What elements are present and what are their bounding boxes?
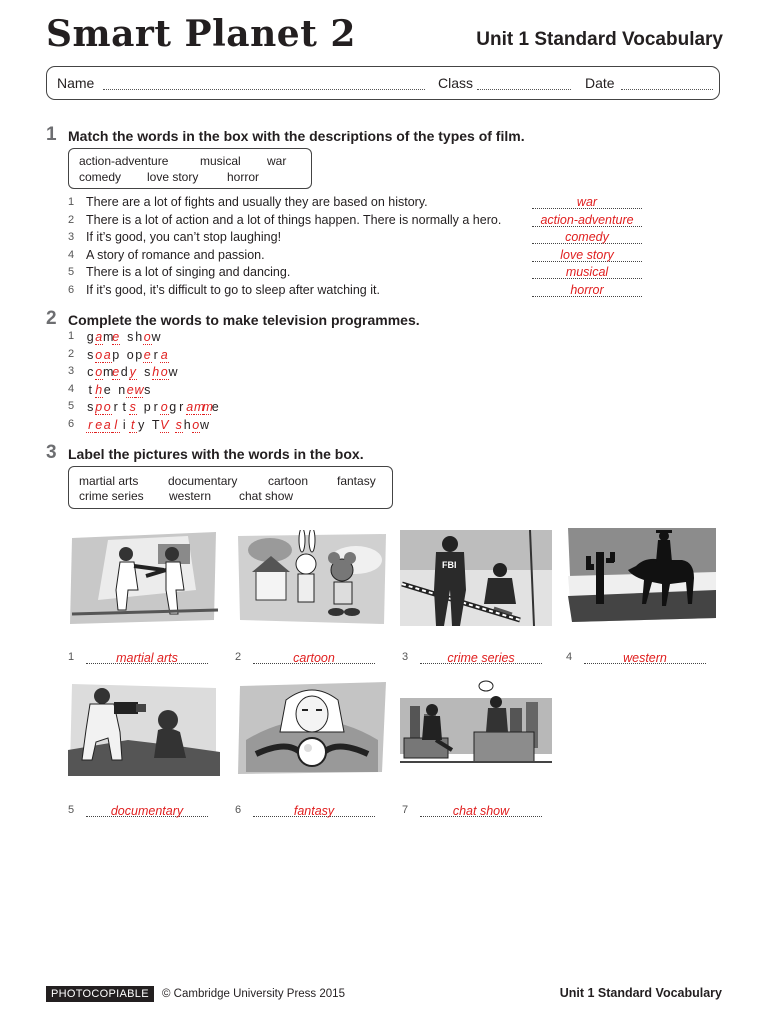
picture-number: 5 (68, 804, 75, 816)
filled-letter[interactable]: l (112, 418, 121, 433)
filled-letter[interactable]: a (95, 330, 103, 344)
answer-text: comedy (565, 230, 609, 244)
given-letter: h (183, 417, 191, 432)
box-word: martial arts (79, 474, 139, 488)
picture-label-5 (68, 804, 218, 820)
filled-letter[interactable]: m (194, 400, 205, 414)
given-letter: e (103, 382, 111, 397)
section-1-word-box (68, 148, 312, 189)
footer-unit-label: Unit 1 Standard Vocabulary (559, 986, 722, 1000)
given-letter: p (112, 347, 120, 362)
box-word: war (267, 154, 287, 168)
picture-label-4 (566, 651, 716, 667)
class-field[interactable] (477, 89, 571, 90)
picture-label-7 (402, 804, 552, 820)
given-letter: w (151, 330, 161, 344)
given-letter: g (86, 330, 94, 344)
item-number: 1 (68, 330, 75, 342)
box-word: love story (147, 170, 199, 184)
given-letter: t (88, 382, 92, 397)
filled-letter[interactable]: y (129, 365, 136, 379)
item-number: 3 (68, 231, 75, 243)
filled-letter[interactable]: a (103, 417, 111, 432)
filled-letter[interactable]: r (86, 418, 95, 433)
answer-text: chat show (452, 804, 510, 818)
name-class-date-bar (46, 66, 720, 100)
item-number: 4 (68, 382, 75, 395)
answer-text: fantasy (293, 804, 335, 818)
given-letter: r (153, 347, 158, 362)
item-text: There is a lot of action and a lot of things happen. There is normally a hero. (86, 212, 502, 227)
box-word: comedy (79, 170, 122, 184)
filled-letter[interactable]: o (95, 347, 103, 362)
copyright-text: © Cambridge University Press 2015 (162, 988, 345, 1000)
filled-letter[interactable]: a (186, 400, 194, 414)
given-letter: w (200, 417, 210, 432)
answer-text: horror (570, 282, 604, 297)
western-illustration (566, 526, 718, 622)
item-text: There is a lot of singing and dancing. (86, 265, 291, 279)
svg-text:FBI: FBI (442, 560, 457, 570)
filled-letter[interactable]: o (95, 365, 103, 379)
section-1-number: 1 (46, 124, 57, 145)
cartoon-illustration (236, 530, 388, 626)
given-letter: y (138, 417, 145, 432)
answer-text: western (623, 651, 667, 665)
given-letter: r (153, 400, 158, 414)
filled-letter[interactable]: e (112, 365, 120, 379)
box-word: cartoon (268, 474, 309, 488)
word-letters (86, 330, 160, 345)
given-letter: o (126, 347, 134, 362)
list-item (0, 229, 768, 246)
word-letters (86, 383, 152, 398)
page-title: Smart Planet 2 (46, 13, 356, 55)
list-item (0, 194, 768, 211)
filled-letter[interactable]: t (129, 418, 138, 433)
box-word: chat show (239, 489, 294, 503)
picture-number: 1 (68, 651, 75, 663)
section-1-items (0, 194, 768, 304)
answer-text: documentary (110, 804, 184, 818)
given-letter: p (135, 347, 143, 362)
given-letter: m (103, 330, 114, 344)
box-word: action-adventure (79, 154, 169, 168)
martial-arts-illustration (68, 530, 220, 626)
list-item (0, 212, 768, 229)
filled-letter[interactable]: m (202, 400, 213, 414)
date-field[interactable] (621, 89, 713, 90)
given-letter: d (120, 365, 128, 379)
answer-text: war (576, 195, 598, 209)
filled-letter[interactable]: p (95, 400, 103, 414)
picture-label-1 (68, 651, 218, 667)
given-letter: w (168, 365, 178, 379)
given-letter: t (122, 400, 126, 414)
filled-letter[interactable]: e (143, 347, 151, 362)
section-2-number: 2 (46, 308, 57, 329)
filled-letter[interactable]: w (134, 382, 144, 397)
given-letter: e (211, 400, 219, 414)
item-number: 4 (68, 248, 75, 261)
word-letters (86, 365, 177, 380)
fantasy-illustration (236, 680, 388, 776)
chat-show-illustration (400, 680, 552, 776)
item-number: 6 (68, 417, 75, 430)
crime-series-illustration (400, 530, 552, 626)
date-label: Date (585, 75, 615, 91)
picture-number: 7 (402, 804, 409, 816)
item-text: There are a lot of fights and usually they are based on history. (86, 195, 428, 209)
list-item (0, 282, 768, 299)
section-3-heading: Label the pictures with the words in the box. (68, 446, 364, 462)
answer-text: action-adventure (540, 212, 634, 227)
box-word: musical (200, 154, 241, 168)
picture-number: 6 (235, 804, 242, 816)
word-letters (86, 348, 169, 363)
item-text: A story of romance and passion. (86, 247, 265, 262)
filled-letter[interactable]: h (152, 365, 160, 379)
given-letter: g (169, 400, 177, 414)
box-word: documentary (168, 474, 238, 488)
filled-letter[interactable]: e (112, 330, 120, 344)
answer-text: cartoon (293, 651, 335, 665)
filled-letter[interactable]: s (129, 400, 136, 414)
item-number: 5 (68, 400, 75, 412)
given-letter: r (113, 400, 118, 414)
section-3-number: 3 (46, 442, 57, 463)
section-3-word-box (68, 466, 393, 509)
box-word: western (169, 489, 212, 503)
filled-letter[interactable]: a (103, 347, 111, 362)
given-letter: s (127, 330, 134, 344)
word-letters (86, 418, 209, 433)
filled-letter[interactable]: e (95, 417, 103, 432)
picture-number: 3 (402, 651, 409, 663)
picture-label-6 (235, 804, 385, 820)
box-word: crime series (79, 489, 144, 503)
documentary-illustration (68, 680, 220, 776)
name-label: Name (57, 75, 95, 91)
given-letter: s (144, 382, 151, 397)
picture-number: 2 (235, 651, 242, 663)
answer-text: crime series (447, 651, 515, 665)
box-word: fantasy (337, 474, 376, 488)
filled-letter[interactable]: V (160, 417, 169, 432)
list-item (0, 264, 768, 281)
filled-letter[interactable]: o (143, 330, 151, 344)
item-number: 2 (68, 347, 75, 360)
class-label: Class (438, 75, 474, 91)
item-text: If it’s good, you can’t stop laughing! (86, 230, 282, 244)
given-letter: i (122, 417, 126, 432)
unit-heading: Unit 1 Standard Vocabulary (476, 29, 723, 50)
list-item (0, 247, 768, 264)
picture-number: 4 (566, 651, 573, 663)
answer-text: love story (560, 247, 614, 262)
given-letter: h (135, 330, 143, 344)
filled-letter[interactable]: e (126, 382, 134, 397)
item-number: 2 (68, 213, 75, 226)
given-letter: s (87, 347, 94, 362)
section-2-heading: Complete the words to make television programmes. (68, 312, 420, 328)
given-letter: m (103, 365, 114, 379)
picture-label-3 (402, 651, 552, 667)
item-number: 1 (68, 196, 75, 208)
given-letter: T (151, 417, 160, 432)
given-letter: c (87, 365, 94, 379)
filled-letter[interactable]: o (160, 365, 168, 379)
filled-letter[interactable]: o (192, 417, 200, 432)
given-letter: s (144, 365, 151, 379)
filled-letter[interactable]: a (160, 347, 168, 362)
given-letter: r (179, 400, 184, 414)
filled-letter[interactable]: o (160, 400, 168, 414)
given-letter: p (143, 400, 151, 414)
answer-text: musical (565, 265, 609, 279)
filled-letter[interactable]: h (95, 382, 103, 397)
word-letters (86, 400, 220, 415)
item-number: 3 (68, 365, 75, 377)
filled-letter[interactable]: s (175, 417, 182, 432)
picture-label-2 (235, 651, 385, 667)
item-text: If it’s good, it’s difficult to go to sleep after watching it. (86, 282, 380, 297)
filled-letter[interactable]: o (103, 400, 111, 414)
box-word: horror (227, 170, 260, 184)
photocopiable-badge: PHOTOCOPIABLE (46, 986, 154, 1002)
given-letter: n (118, 382, 126, 397)
answer-text: martial arts (116, 651, 178, 665)
given-letter: s (87, 400, 94, 414)
section-1-heading: Match the words in the box with the descriptions of the types of film. (68, 128, 525, 144)
name-field[interactable] (103, 89, 425, 90)
item-number: 6 (68, 283, 75, 296)
item-number: 5 (68, 266, 75, 278)
